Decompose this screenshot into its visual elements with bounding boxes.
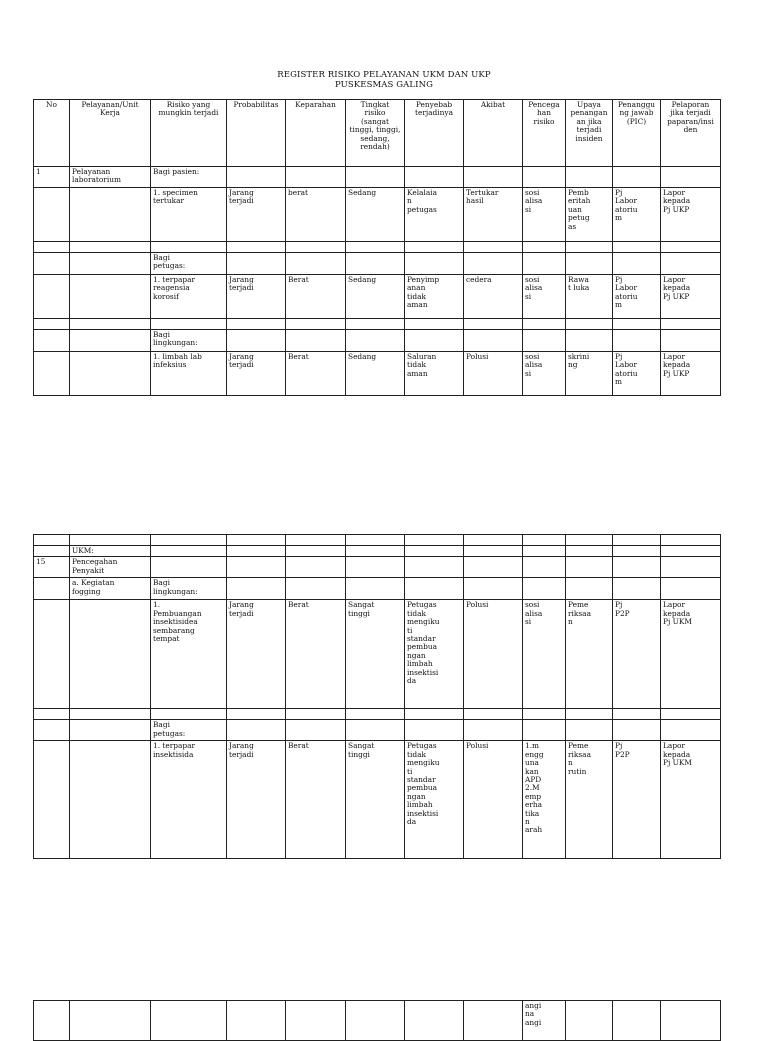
cell-probability: [227, 557, 286, 578]
cell-risk-level: [346, 167, 405, 188]
cell-reporting: Lapor kepada Pj UKP: [661, 352, 721, 396]
cell-no: [34, 535, 70, 546]
cell-probability: Jarang terjadi: [227, 741, 286, 859]
cell-probability: [227, 253, 286, 275]
cell-probability: [227, 330, 286, 352]
cell-effect: Polusi: [464, 352, 523, 396]
cell-effect: [464, 546, 523, 557]
cell-no: [34, 330, 70, 352]
cell-effect: cedera: [464, 275, 523, 319]
cell-risk-level: Sedang: [346, 188, 405, 242]
cell-severity: [286, 1001, 346, 1041]
cell-severity: [286, 253, 346, 275]
cell-risk: [151, 1001, 227, 1041]
cell-no: [34, 546, 70, 557]
cell-risk: 1. terpapar reagensia korosif: [151, 275, 227, 319]
cell-pic: [613, 709, 661, 720]
cell-prevention: angi na angi: [523, 1001, 566, 1041]
cell-unit: [70, 720, 151, 741]
risk-register-table-ukp: [33, 99, 721, 396]
cell-unit: [70, 242, 151, 253]
cell-cause: [405, 709, 464, 720]
cell-prevention: [523, 578, 566, 600]
cell-reporting: [661, 167, 721, 188]
cell-cause: Saluran tidak aman: [405, 352, 464, 396]
cell-response: skrini ng: [566, 352, 613, 396]
cell-severity: [286, 546, 346, 557]
cell-unit: Pelayanan laboratorium: [70, 167, 151, 188]
header-probability: Probabilitas: [227, 100, 286, 167]
cell-risk: [151, 242, 227, 253]
cell-probability: [227, 319, 286, 330]
cell-response: Peme riksaa n rutin: [566, 741, 613, 859]
cell-severity: [286, 242, 346, 253]
table-row: [34, 275, 721, 319]
header-effect: Akibat: [464, 100, 523, 167]
cell-unit: [70, 188, 151, 242]
cell-pic: [613, 720, 661, 741]
cell-risk: [151, 557, 227, 578]
cell-unit: [70, 275, 151, 319]
header-cause: Penyebab terjadinya: [405, 100, 464, 167]
cell-prevention: sosi alisa si: [523, 600, 566, 709]
cell-cause: [405, 720, 464, 741]
cell-pic: Pj Labor atoriu m: [613, 188, 661, 242]
cell-cause: [405, 546, 464, 557]
cell-risk: [151, 535, 227, 546]
cell-unit: [70, 600, 151, 709]
cell-pic: [613, 557, 661, 578]
table-row: [34, 253, 721, 275]
cell-severity: [286, 330, 346, 352]
cell-response: [566, 709, 613, 720]
cell-reporting: [661, 535, 721, 546]
cell-effect: [464, 720, 523, 741]
cell-risk-level: Sangat tinggi: [346, 741, 405, 859]
cell-reporting: Lapor kepada Pj UKP: [661, 275, 721, 319]
cell-probability: Jarang terjadi: [227, 188, 286, 242]
table-row: [34, 578, 721, 600]
cell-severity: [286, 557, 346, 578]
cell-severity: Berat: [286, 352, 346, 396]
cell-probability: [227, 546, 286, 557]
cell-reporting: [661, 319, 721, 330]
cell-no: [34, 275, 70, 319]
cell-effect: [464, 330, 523, 352]
cell-prevention: [523, 253, 566, 275]
cell-probability: [227, 709, 286, 720]
cell-response: [566, 167, 613, 188]
cell-risk-level: [346, 535, 405, 546]
cell-pic: Pj Labor atoriu m: [613, 275, 661, 319]
cell-prevention: [523, 242, 566, 253]
cell-unit: [70, 709, 151, 720]
cell-risk: 1. limbah lab infeksius: [151, 352, 227, 396]
cell-effect: [464, 253, 523, 275]
cell-reporting: Lapor kepada Pj UKP: [661, 188, 721, 242]
cell-risk-level: [346, 319, 405, 330]
cell-effect: [464, 319, 523, 330]
cell-prevention: [523, 709, 566, 720]
cell-pic: [613, 546, 661, 557]
cell-response: Pemb eritah uan petug as: [566, 188, 613, 242]
cell-severity: Berat: [286, 741, 346, 859]
cell-risk-level: [346, 546, 405, 557]
cell-severity: [286, 720, 346, 741]
cell-risk-level: [346, 1001, 405, 1041]
cell-risk-level: [346, 330, 405, 352]
cell-probability: [227, 167, 286, 188]
cell-no: [34, 352, 70, 396]
cell-effect: [464, 578, 523, 600]
cell-no: [34, 709, 70, 720]
cell-probability: [227, 720, 286, 741]
cell-no: [34, 741, 70, 859]
cell-effect: [464, 242, 523, 253]
cell-effect: [464, 167, 523, 188]
cell-cause: [405, 319, 464, 330]
header-risk: Risiko yang mungkin terjadi: [151, 100, 227, 167]
cell-reporting: [661, 253, 721, 275]
cell-unit: [70, 253, 151, 275]
cell-reporting: Lapor kepada Pj UKM: [661, 741, 721, 859]
cell-response: Rawa t luka: [566, 275, 613, 319]
cell-pic: [613, 319, 661, 330]
cell-reporting: [661, 709, 721, 720]
cell-no: [34, 319, 70, 330]
cell-effect: Polusi: [464, 600, 523, 709]
cell-pic: [613, 578, 661, 600]
cell-pic: [613, 330, 661, 352]
cell-severity: [286, 535, 346, 546]
cell-response: [566, 253, 613, 275]
cell-effect: Polusi: [464, 741, 523, 859]
table-row: [34, 546, 721, 557]
cell-unit: [70, 319, 151, 330]
cell-prevention: [523, 720, 566, 741]
cell-unit: [70, 330, 151, 352]
table-row: [34, 741, 721, 859]
cell-unit: [70, 535, 151, 546]
cell-pic: [613, 253, 661, 275]
cell-risk-level: [346, 253, 405, 275]
cell-severity: Berat: [286, 600, 346, 709]
cell-pic: Pj P2P: [613, 741, 661, 859]
cell-response: [566, 242, 613, 253]
cell-response: [566, 330, 613, 352]
cell-no: [34, 242, 70, 253]
cell-cause: [405, 167, 464, 188]
risk-register-table-ukm: [33, 534, 721, 859]
cell-cause: [405, 578, 464, 600]
cell-response: [566, 720, 613, 741]
cell-no: [34, 1001, 70, 1041]
cell-effect: [464, 1001, 523, 1041]
cell-probability: Jarang terjadi: [227, 275, 286, 319]
cell-unit: Pencegahan Penyakit: [70, 557, 151, 578]
cell-severity: [286, 709, 346, 720]
header-risk-level: Tingkat risiko (sangat tinggi, tinggi, sedang, rendah): [346, 100, 405, 167]
table-row: [34, 600, 721, 709]
cell-risk-level: Sangat tinggi: [346, 600, 405, 709]
cell-severity: [286, 167, 346, 188]
cell-risk: Bagi lingkungan:: [151, 578, 227, 600]
header-reporting: Pelaporan jika terjadi paparan/insi den: [661, 100, 721, 167]
cell-cause: [405, 330, 464, 352]
cell-unit: [70, 741, 151, 859]
cell-risk: [151, 319, 227, 330]
cell-prevention: sosi alisa si: [523, 275, 566, 319]
cell-severity: berat: [286, 188, 346, 242]
cell-no: [34, 600, 70, 709]
cell-cause: Penyimp anan tidak aman: [405, 275, 464, 319]
cell-risk: [151, 546, 227, 557]
cell-no: [34, 253, 70, 275]
cell-risk-level: [346, 578, 405, 600]
cell-probability: [227, 535, 286, 546]
cell-reporting: [661, 1001, 721, 1041]
cell-prevention: [523, 535, 566, 546]
cell-cause: Petugas tidak mengiku ti standar pembua ngan limbah insektisi da: [405, 600, 464, 709]
cell-risk-level: [346, 709, 405, 720]
cell-effect: [464, 709, 523, 720]
cell-cause: [405, 1001, 464, 1041]
cell-risk-level: [346, 720, 405, 741]
cell-pic: Pj P2P: [613, 600, 661, 709]
header-unit: Pelayanan/Unit Kerja: [70, 100, 151, 167]
cell-response: [566, 1001, 613, 1041]
cell-probability: [227, 1001, 286, 1041]
table-row: [34, 709, 721, 720]
header-pic: Penanggu ng jawab (PIC): [613, 100, 661, 167]
cell-unit: [70, 352, 151, 396]
cell-response: [566, 535, 613, 546]
cell-reporting: Lapor kepada Pj UKM: [661, 600, 721, 709]
cell-severity: [286, 319, 346, 330]
cell-response: [566, 546, 613, 557]
table-row: [34, 319, 721, 330]
cell-no: [34, 578, 70, 600]
table-row: [34, 330, 721, 352]
cell-risk: Bagi pasien:: [151, 167, 227, 188]
header-prevention: Pencega han risiko: [523, 100, 566, 167]
cell-unit: [70, 1001, 151, 1041]
cell-cause: [405, 535, 464, 546]
cell-unit: a. Kegiatan fogging: [70, 578, 151, 600]
cell-reporting: [661, 242, 721, 253]
cell-risk: 1. Pembuangan insektisidea sembarang tempat: [151, 600, 227, 709]
table-row: [34, 720, 721, 741]
cell-no: 1: [34, 167, 70, 188]
cell-reporting: [661, 720, 721, 741]
cell-prevention: sosi alisa si: [523, 188, 566, 242]
header-response: Upaya penangan an jika terjadi insiden: [566, 100, 613, 167]
table-row: [34, 535, 721, 546]
cell-risk: [151, 709, 227, 720]
cell-risk-level: Sedang: [346, 275, 405, 319]
cell-severity: Berat: [286, 275, 346, 319]
cell-probability: [227, 578, 286, 600]
cell-prevention: [523, 167, 566, 188]
cell-prevention: sosi alisa si: [523, 352, 566, 396]
cell-risk: Bagi lingkungan:: [151, 330, 227, 352]
cell-effect: [464, 535, 523, 546]
cell-response: Peme riksaa n: [566, 600, 613, 709]
cell-reporting: [661, 578, 721, 600]
cell-cause: Kelalaia n petugas: [405, 188, 464, 242]
table-row: [34, 167, 721, 188]
cell-pic: Pj Labor atoriu m: [613, 352, 661, 396]
cell-prevention: 1.m engg una kan APD 2.M emp erha tika n arah: [523, 741, 566, 859]
header-no: No: [34, 100, 70, 167]
table-row: [34, 1001, 721, 1041]
cell-reporting: [661, 330, 721, 352]
cell-prevention: [523, 330, 566, 352]
cell-prevention: [523, 319, 566, 330]
cell-probability: [227, 242, 286, 253]
cell-cause: [405, 253, 464, 275]
cell-prevention: [523, 557, 566, 578]
risk-register-table-continued: [33, 1000, 721, 1041]
cell-response: [566, 319, 613, 330]
cell-cause: Petugas tidak mengiku ti standar pembua ngan limbah insektisi da: [405, 741, 464, 859]
cell-no: [34, 720, 70, 741]
cell-cause: [405, 242, 464, 253]
cell-no: [34, 188, 70, 242]
cell-pic: [613, 242, 661, 253]
table-row: [34, 188, 721, 242]
document-title: REGISTER RISIKO PELAYANAN UKM DAN UKP: [277, 70, 491, 80]
cell-no: 15: [34, 557, 70, 578]
cell-pic: [613, 1001, 661, 1041]
cell-severity: [286, 578, 346, 600]
cell-effect: Tertukar hasil: [464, 188, 523, 242]
cell-reporting: [661, 546, 721, 557]
cell-risk-level: [346, 557, 405, 578]
cell-pic: [613, 167, 661, 188]
cell-probability: Jarang terjadi: [227, 600, 286, 709]
cell-effect: [464, 557, 523, 578]
table-row: [34, 352, 721, 396]
table-row: [34, 242, 721, 253]
cell-risk-level: Sedang: [346, 352, 405, 396]
cell-reporting: [661, 557, 721, 578]
cell-unit: UKM:: [70, 546, 151, 557]
cell-risk: 1. terpapar insektisida: [151, 741, 227, 859]
cell-probability: Jarang terjadi: [227, 352, 286, 396]
cell-response: [566, 557, 613, 578]
cell-pic: [613, 535, 661, 546]
table-header-row: [34, 100, 721, 167]
cell-risk: Bagi petugas:: [151, 253, 227, 275]
cell-response: [566, 578, 613, 600]
table-row: [34, 557, 721, 578]
cell-prevention: [523, 546, 566, 557]
cell-risk: 1. specimen tertukar: [151, 188, 227, 242]
header-severity: Keparahan: [286, 100, 346, 167]
cell-risk: Bagi petugas:: [151, 720, 227, 741]
cell-cause: [405, 557, 464, 578]
document-subtitle: PUSKESMAS GALING: [334, 80, 434, 90]
cell-risk-level: [346, 242, 405, 253]
